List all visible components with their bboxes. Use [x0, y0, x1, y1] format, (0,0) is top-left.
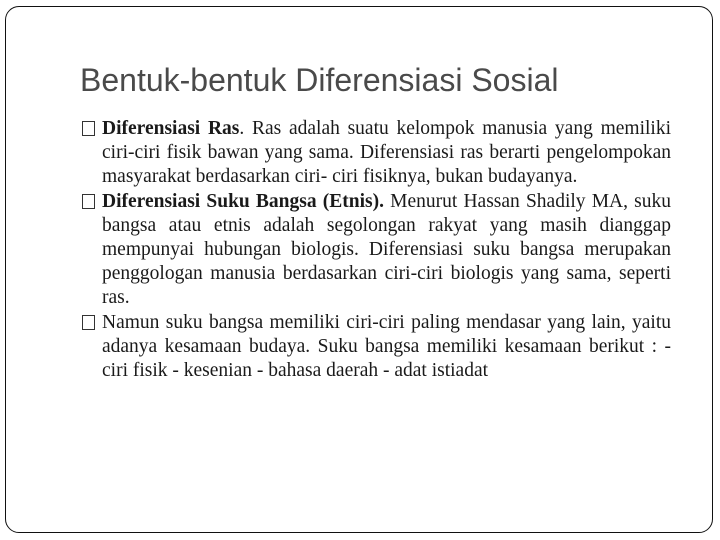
square-bullet-icon — [82, 121, 95, 136]
bullet-term: Diferensiasi Suku Bangsa (Etnis). — [102, 190, 384, 212]
bullet-term: Diferensiasi Ras — [102, 118, 240, 139]
bullet-item-suku-bangsa — [82, 190, 671, 311]
bullet-item-ras — [82, 117, 671, 190]
slide-title: Bentuk-bentuk Diferensiasi Sosial — [80, 62, 559, 98]
bullet-text: Namun suku bangsa memiliki ciri-ciri paling mendasar yang lain, yaitu adanya kesamaan budaya. Suku bangsa memiliki kesamaan berikut : - ciri fisik - kesenian - bahasa daerah - adat istiadat — [102, 311, 671, 382]
bullet-text: Menurut Hassan Shadily MA, suku bangsa atau etnis adalah segolongan rakyat yang masih dianggap mempunyai hubungan biologis. Diferensiasi suku bangsa merupakan penggologan manusia berdasarkan ciri-ciri biologis yang sama, seperti ras. — [102, 190, 671, 309]
bullet-item-kesamaan — [82, 311, 671, 384]
bullet-list — [82, 117, 671, 383]
bullet-text: . Ras adalah suatu kelompok manusia yang memiliki ciri-ciri fisik bawan yang sama. Diferensiasi ras berarti pengelompokan masyarakat berdasarkan ciri- ciri fisiknya, bukan budayanya. — [102, 118, 671, 188]
square-bullet-icon — [82, 194, 95, 209]
square-bullet-icon — [82, 315, 95, 330]
